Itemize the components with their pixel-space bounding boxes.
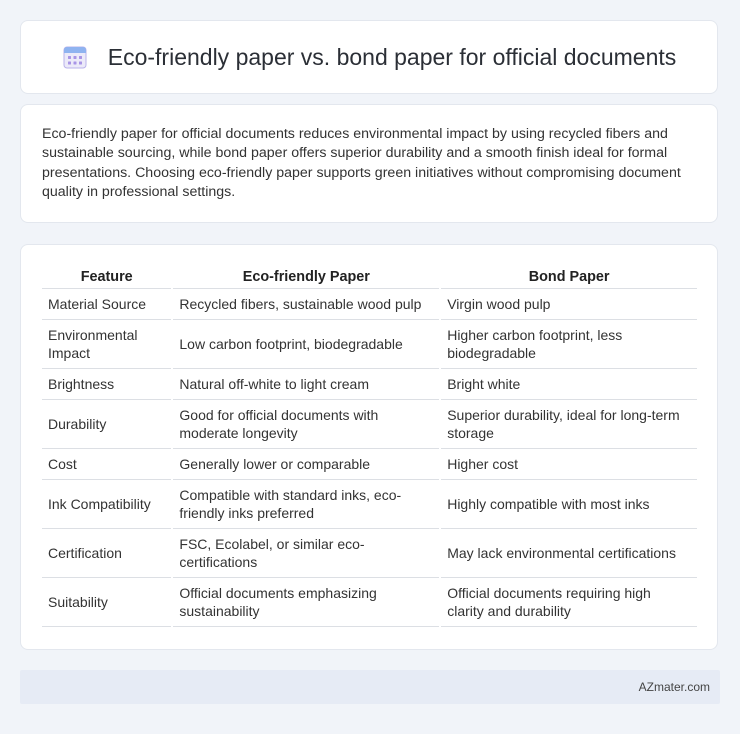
- calendar-icon: [62, 44, 88, 70]
- footer-bar: [20, 670, 720, 704]
- comparison-card: [20, 244, 718, 650]
- bond-cell: Virgin wood pulp: [441, 289, 697, 320]
- eco-cell: FSC, Ecolabel, or similar eco-certifications: [173, 529, 439, 578]
- table-row: [42, 578, 697, 627]
- bond-cell: Superior durability, ideal for long-term storage: [441, 400, 697, 449]
- feature-cell: Suitability: [42, 578, 171, 627]
- eco-cell: Official documents emphasizing sustainability: [173, 578, 439, 627]
- eco-cell: Generally lower or comparable: [173, 449, 439, 480]
- table-row: [42, 369, 697, 400]
- bond-cell: May lack environmental certifications: [441, 529, 697, 578]
- table-row: [42, 289, 697, 320]
- feature-cell: Material Source: [42, 289, 171, 320]
- footer-brand: AZmater.com: [638, 680, 710, 694]
- feature-cell: Environmental Impact: [42, 320, 171, 369]
- table-row: [42, 480, 697, 529]
- table-row: [42, 400, 697, 449]
- column-header-bond: Bond Paper: [441, 265, 697, 289]
- table-row: [42, 529, 697, 578]
- eco-cell: Compatible with standard inks, eco-friendly inks preferred: [173, 480, 439, 529]
- bond-cell: Official documents requiring high clarity and durability: [441, 578, 697, 627]
- page-title: Eco-friendly paper vs. bond paper for official documents: [107, 43, 677, 70]
- bond-cell: Higher carbon footprint, less biodegradable: [441, 320, 697, 369]
- intro-card: [20, 104, 718, 223]
- column-header-feature: Feature: [42, 265, 171, 289]
- feature-cell: Brightness: [42, 369, 171, 400]
- column-header-eco-friendly: Eco-friendly Paper: [173, 265, 439, 289]
- table-header-row: [42, 265, 697, 289]
- bond-cell: Higher cost: [441, 449, 697, 480]
- bond-cell: Bright white: [441, 369, 697, 400]
- feature-cell: Certification: [42, 529, 171, 578]
- table-row: [42, 449, 697, 480]
- eco-cell: Natural off-white to light cream: [173, 369, 439, 400]
- feature-cell: Durability: [42, 400, 171, 449]
- table-row: [42, 320, 697, 369]
- eco-cell: Recycled fibers, sustainable wood pulp: [173, 289, 439, 320]
- feature-cell: Cost: [42, 449, 171, 480]
- intro-paragraph: Eco-friendly paper for official documents reduces environmental impact by using recycled fibers and sustainable sourcing, while bond paper offers superior durability and a smooth finish ideal for formal presentations. Choosing eco-friendly paper supports green initiatives without compromising document quality in professional settings.: [42, 126, 681, 201]
- feature-cell: Ink Compatibility: [42, 480, 171, 529]
- bond-cell: Highly compatible with most inks: [441, 480, 697, 529]
- title-card: [20, 20, 718, 94]
- comparison-table: [40, 265, 699, 627]
- eco-cell: Good for official documents with moderate longevity: [173, 400, 439, 449]
- eco-cell: Low carbon footprint, biodegradable: [173, 320, 439, 369]
